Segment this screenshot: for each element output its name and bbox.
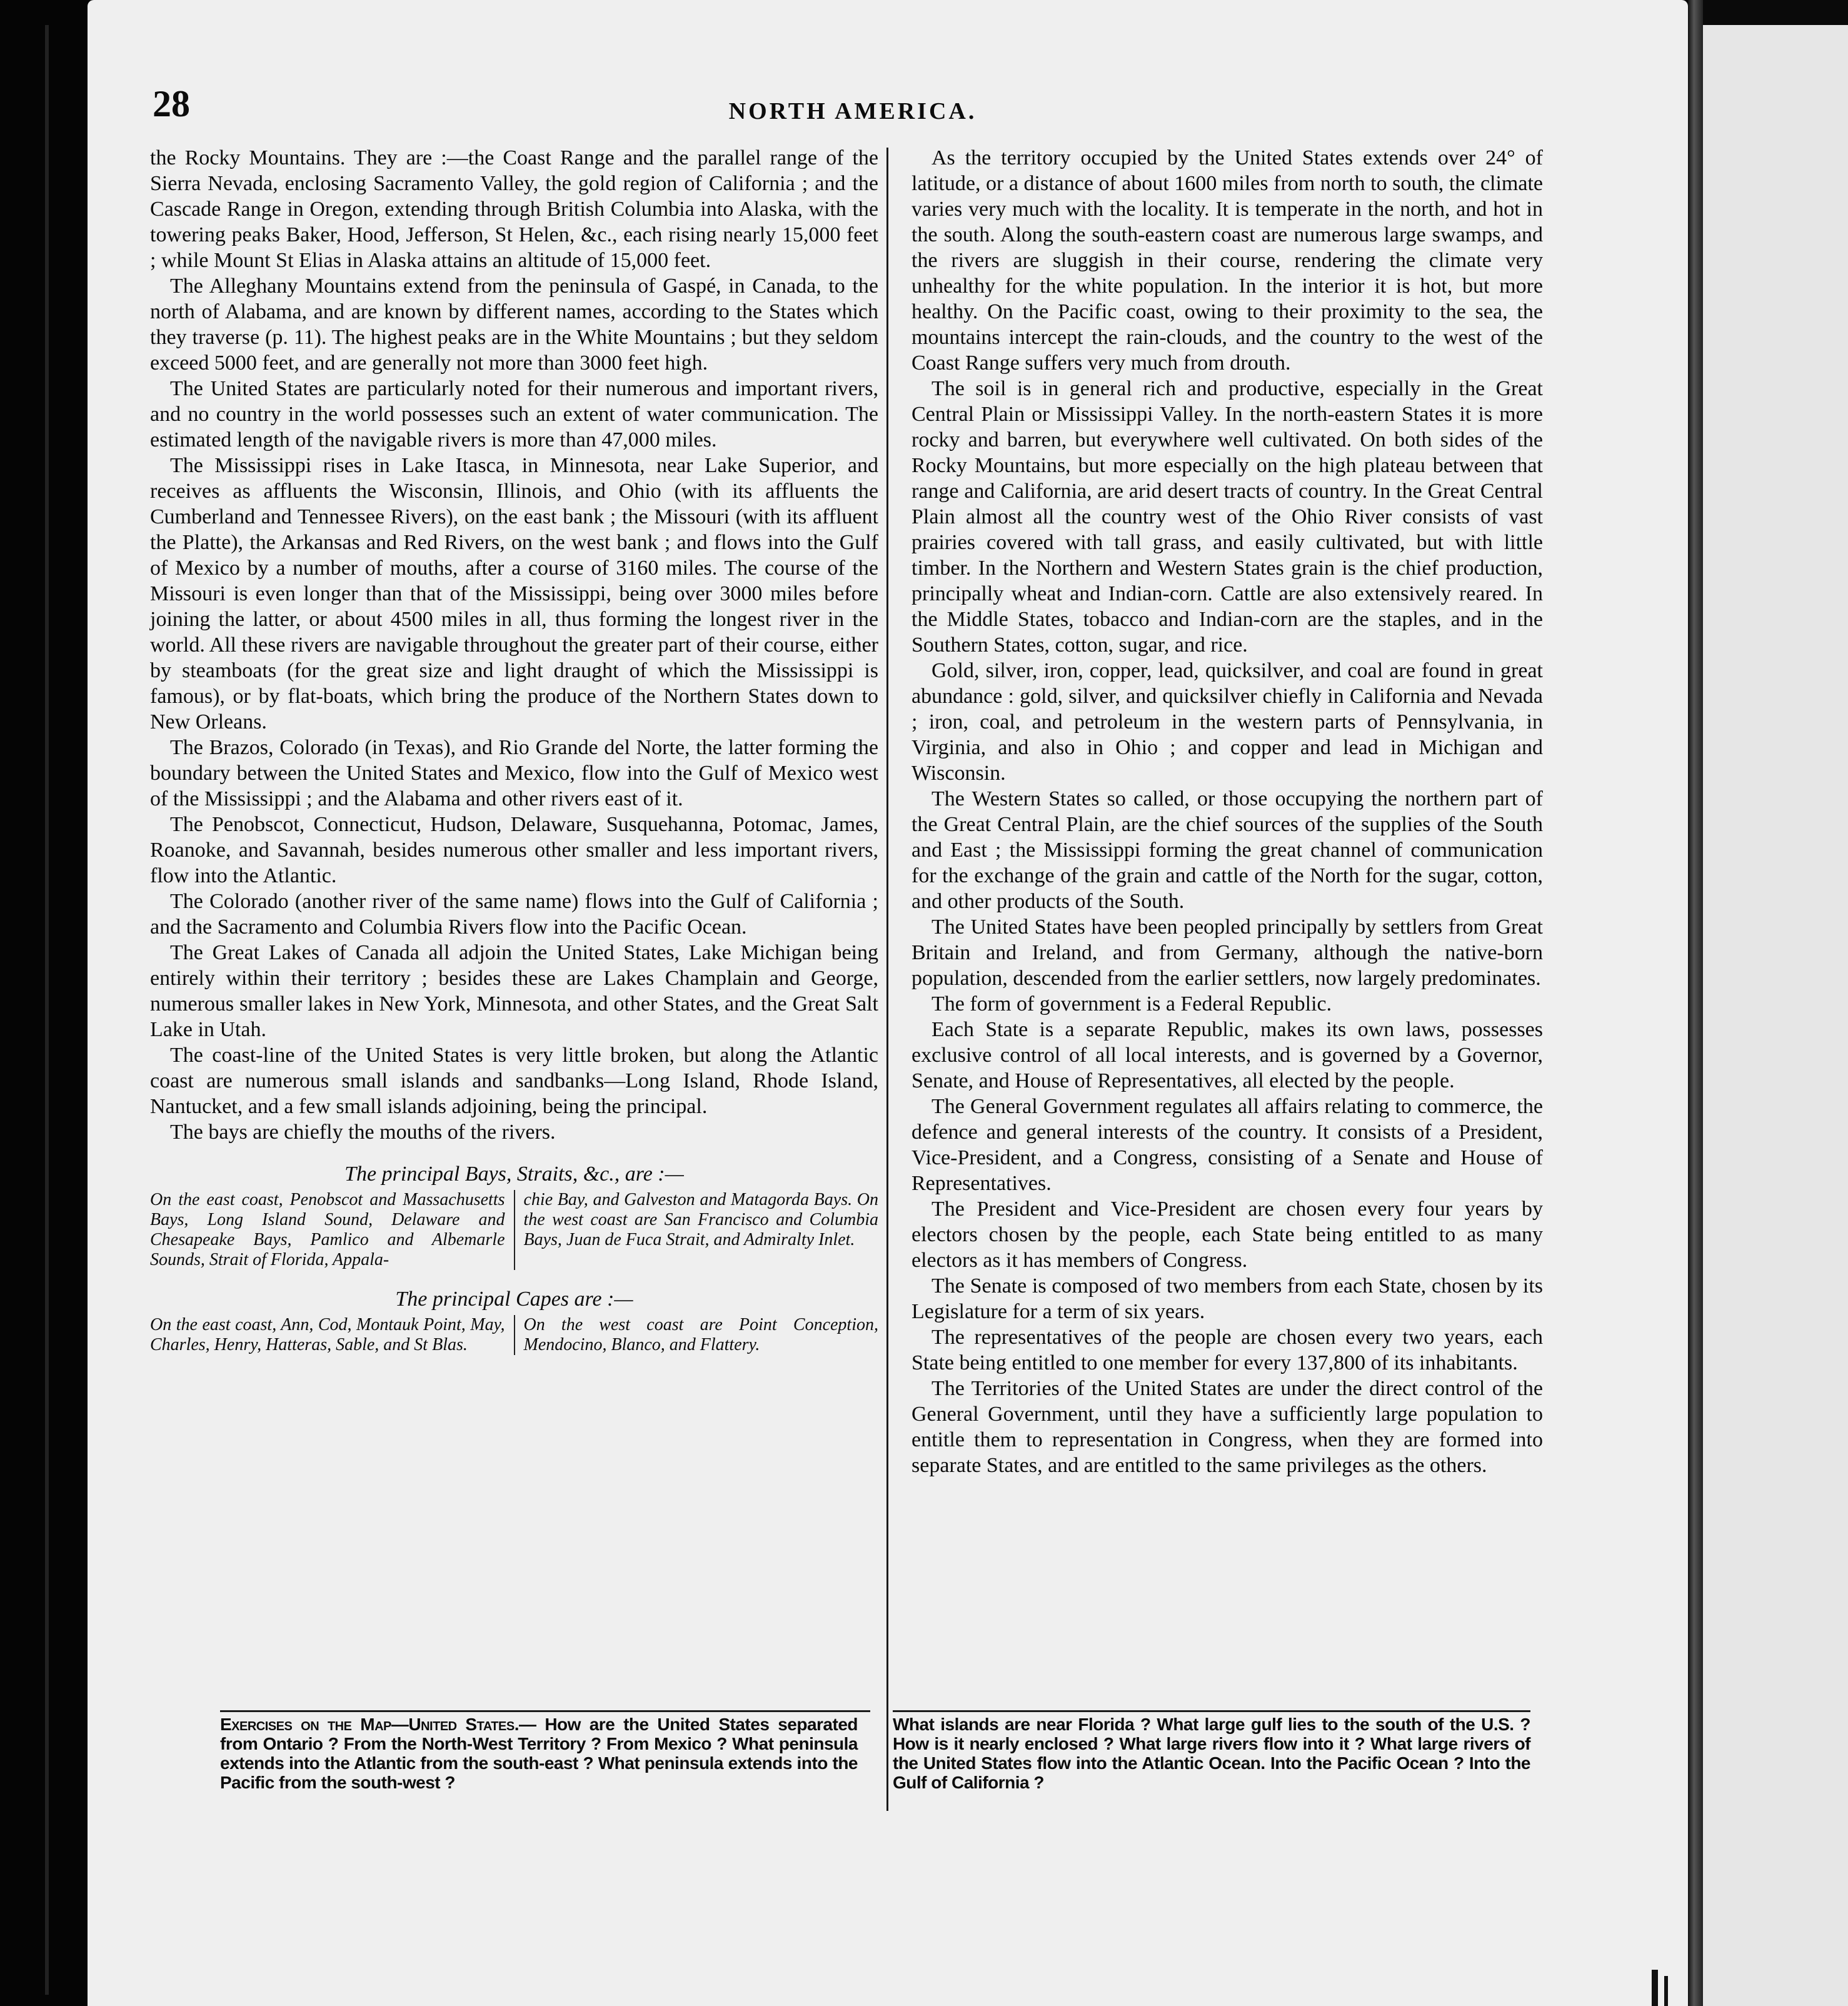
left-column (150, 145, 878, 1355)
paragraph: The coast-line of the United States is very little broken, but along the Atlantic coast are numerous small islands and sandbanks—Long Island, Rhode Island, Nantucket, and a few small islands adjoining, being the principal. (150, 1044, 878, 1118)
paragraph: Each State is a separate Republic, makes its own laws, possesses exclusive control of all local interests, and is governed by a Governor, Senate, and House of Representatives, all elected by the people. (911, 1018, 1543, 1092)
exercises-left (220, 1715, 858, 1792)
paragraph: The representatives of the people are chosen every two years, each State being entitled to one member for every 137,800 of its inhabitants. (911, 1326, 1543, 1374)
paragraph: The Great Lakes of Canada all adjoin the United States, Lake Michigan being entirely within their territory ; besides these are Lakes Champlain and George, numerous smaller lakes in New York, Minnesota, and other States, and the Great Salt Lake in Utah. (150, 941, 878, 1041)
scan-binding-line (45, 25, 49, 1995)
page-fold (1688, 0, 1703, 2006)
paragraph: The Territories of the United States are under the direct control of the General Government, until they have a sufficiently large population to entitle them to representation in Congress, when they are formed into separate States, and are entitled to the same privileges as the others. (911, 1377, 1543, 1477)
running-title: NORTH AMERICA. (728, 98, 977, 124)
bays-list (150, 1190, 878, 1270)
column-divider (886, 148, 888, 1811)
paragraph: The soil is in general rich and productive, especially in the Great Central Plain or Mississippi Valley. In the north-eastern States it is more rocky and barren, but everywhere well cultivated. On both sides of the Rocky Mountains, but more especially on the high plateau between that range and California, are arid desert tracts of country. In the Great Central Plain almost all the country west of the Ohio River consists of vast prairies covered with tall grass, and easily cultivated, but with little timber. In the Northern and Western States grain is the chief production, principally wheat and Indian-corn. Cattle are also extensively reared. In the Middle States, tobacco and Indian-corn are the staples, and in the Southern States, cotton, sugar, and rice. (911, 377, 1543, 657)
facing-page-edge (1699, 25, 1848, 2006)
paragraph: The Colorado (another river of the same name) flows into the Gulf of California ; and the Sacramento and Columbia Rivers flow into the Pacific Ocean. (150, 890, 878, 939)
page-number: 28 (153, 83, 190, 124)
paragraph: The United States have been peopled principally by settlers from Great Britain and Ireland, and from Germany, although the native-born population, descended from the earlier settlers, now largely predominates. (911, 915, 1543, 990)
paragraph: The United States are particularly noted for their numerous and important rivers, and no country in the world possesses such an extent of water communication. The estimated length of the navigable rivers is more than 47,000 miles. (150, 377, 878, 451)
paragraph: The form of government is a Federal Republic. (932, 992, 1332, 1016)
paragraph: The Alleghany Mountains extend from the peninsula of Gaspé, in Canada, to the north of Alabama, and are known by different names, according to the States which they traverse (p. 11). The highest peaks are in the White Mountains ; but they seldom exceed 5000 feet, and are generally not more than 3000 feet high. (150, 275, 878, 375)
exercises-right: What islands are near Florida ? What large gulf lies to the south of the U.S. ? How is it nearly enclosed ? What large rivers flow into it ? What large rivers of the United States flow into the Atlantic Ocean. Into the Pacific Ocean ? Into the Gulf of California ? (893, 1715, 1530, 1792)
paragraph: The Brazos, Colorado (in Texas), and Rio Grande del Norte, the latter forming the boundary between the United States and Mexico, flow into the Gulf of Mexico west of the Mississippi ; and the Alabama and other rivers east of it. (150, 736, 878, 810)
paragraph: The Senate is composed of two members from each State, chosen by its Legislature for a term of six years. (911, 1274, 1543, 1323)
scan-mark (1652, 1970, 1658, 2006)
capes-list (150, 1315, 878, 1355)
exercises-questions-left: How are the United States separated from Ontario ? From the North-West Territory ? From Mexico ? What peninsula extends into the Atlantic from the south-east ? What peninsula extends into the Pacific from the south-west ? (220, 1715, 858, 1792)
scan-left-edge (0, 0, 88, 2006)
paragraph: The bays are chiefly the mouths of the rivers. (170, 1121, 556, 1144)
paragraph: The General Government regulates all affairs relating to commerce, the defence and general interests of the country. It consists of a President, Vice-President, and a Congress, consisting of a Senate and House of Representatives. (911, 1095, 1543, 1195)
paragraph: The Western States so called, or those occupying the northern part of the Great Central Plain, are the chief sources of the supplies of the South and East ; the Mississippi forming the great channel of communication for the exchange of the grain and cattle of the North for the sugar, cotton, and other products of the South. (911, 787, 1543, 913)
capes-east: On the east coast, Ann, Cod, Montauk Point, May, Charles, Henry, Hatteras, Sable, and St Blas. (150, 1315, 505, 1354)
bays-east: On the east coast, Penobscot and Massachusetts Bays, Long Island Sound, Delaware and Chesapeake Bays, Pamlico and Albemarle Sounds, Strait of Florida, Appala- (150, 1190, 505, 1269)
exercise-rule-right (893, 1710, 1530, 1712)
paragraph: The Mississippi rises in Lake Itasca, in Minnesota, near Lake Superior, and receives as affluents the Wisconsin, Illinois, and Ohio (with its affluents the Cumberland and Tennessee Rivers), on the east bank ; the Missouri (with its affluent the Platte), the Arkansas and Red Rivers, on the west bank ; and flows into the Gulf of Mexico by a number of mouths, after a course of 3160 miles. The course of the Missouri is even longer than that of the Mississippi, being over 3000 miles before joining the latter, or about 4500 miles in all, thus forming the longest river in the world. All these rivers are navigable throughout the greater part of their course, either by steamboats (for the great size and light draught of which the Mississippi is famous), or by flat-boats, which bring the produce of the Northern States down to New Orleans. (150, 454, 878, 733)
scan-mark (1664, 1976, 1668, 2006)
exercises-heading: Exercises on the Map—United States.— (220, 1715, 536, 1734)
right-column (911, 145, 1543, 1478)
paragraph: the Rocky Mountains. They are :—the Coast Range and the parallel range of the Sierra Nevada, enclosing Sacramento Valley, the gold region of California ; and the Cascade Range in Oregon, extending through British Columbia into Alaska, with the towering peaks Baker, Hood, Jefferson, St Helen, &c., each rising nearly 15,000 feet ; while Mount St Elias in Alaska attains an altitude of 15,000 feet. (150, 146, 878, 272)
paragraph: The President and Vice-President are chosen every four years by electors chosen by the people, each State being entitled to as many electors as it has members of Congress. (911, 1197, 1543, 1272)
exercise-rule-left (220, 1710, 870, 1712)
paragraph: The Penobscot, Connecticut, Hudson, Delaware, Susquehanna, Potomac, James, Roanoke, and Savannah, besides numerous other smaller and less important rivers, flow into the Atlantic. (150, 813, 878, 887)
page-header (153, 83, 1553, 133)
bays-west: chie Bay, and Galveston and Matagorda Bays. On the west coast are San Francisco and Columbia Bays, Juan de Fuca Strait, and Admiralty Inlet. (514, 1190, 879, 1270)
paragraph: Gold, silver, iron, copper, lead, quicksilver, and coal are found in great abundance : gold, silver, and quicksilver chiefly in California and Nevada ; iron, coal, and petroleum in the western parts of Pennsylvania, in Virginia, and also in Ohio ; and copper and lead in Michigan and Wisconsin. (911, 659, 1543, 785)
bays-heading: The principal Bays, Straits, &c., are :— (344, 1162, 684, 1186)
capes-west: On the west coast are Point Conception, Mendocino, Blanco, and Flattery. (514, 1315, 879, 1355)
paragraph: As the territory occupied by the United States extends over 24° of latitude, or a distance of about 1600 miles from north to south, the climate varies very much with the locality. It is temperate in the north, and hot in the south. Along the south-eastern coast are numerous large swamps, and the rivers are sluggish in their course, rendering the climate very unhealthy for the white population. In the interior it is hot, but more healthy. On the Pacific coast, owing to their proximity to the sea, the mountains intercept the rain-clouds, and the country to the west of the Coast Range suffers very much from drouth. (911, 146, 1543, 375)
capes-heading: The principal Capes are :— (395, 1288, 633, 1311)
